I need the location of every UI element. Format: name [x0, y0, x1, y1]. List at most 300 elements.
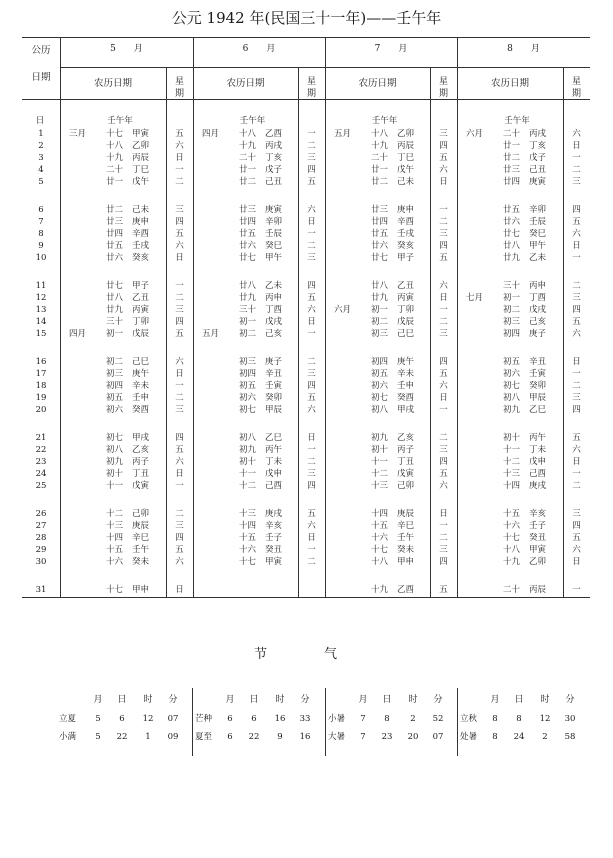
lunar-day: 廿四 — [238, 217, 256, 227]
ganzhi: 癸丑 — [529, 533, 547, 543]
weekday: 六 — [439, 381, 448, 391]
day-number: 22 — [35, 445, 47, 455]
lunar-day: 十四 — [502, 481, 520, 491]
weekday: 四 — [175, 217, 184, 227]
jieqi-day: 24 — [513, 732, 525, 742]
lunar-month-label: 六月 — [334, 305, 352, 315]
lunar-day: 廿四 — [370, 217, 388, 227]
lunar-day: 十八 — [370, 129, 388, 139]
weekday: 一 — [572, 153, 581, 163]
lunar-month-label: 七月 — [466, 293, 484, 303]
lunar-day: 廿七 — [238, 253, 256, 263]
lunar-day: 十八 — [238, 129, 256, 139]
ganzhi: 戊辰 — [397, 317, 415, 327]
weekday: 五 — [439, 153, 448, 163]
weekday: 三 — [439, 129, 448, 139]
header-lunar-date: 农历日期 — [490, 78, 529, 89]
jieqi-name: 处暑 — [460, 732, 478, 742]
day-number: 17 — [35, 369, 47, 379]
lunar-day: 廿六 — [370, 241, 388, 251]
ganzhi: 庚子 — [529, 329, 547, 339]
jieqi-minute: 16 — [299, 732, 311, 742]
ganzhi: 庚午 — [397, 357, 415, 367]
lunar-day: 十一 — [105, 481, 123, 491]
lunar-day: 十六 — [370, 533, 388, 543]
jieqi-minute: 07 — [167, 714, 179, 724]
lunar-month-label: 五月 — [334, 129, 352, 139]
weekday: 日 — [175, 369, 184, 379]
weekday: 六 — [175, 557, 184, 567]
lunar-day: 十三 — [105, 521, 123, 531]
lunar-day: 十九 — [370, 585, 388, 595]
weekday: 五 — [572, 533, 581, 543]
lunar-year-label: 壬午年 — [239, 116, 266, 126]
weekday: 二 — [175, 393, 184, 403]
weekday: 日 — [307, 317, 316, 327]
jieqi-col-header: 时 — [540, 695, 550, 705]
lunar-day: 初二 — [238, 329, 256, 339]
weekday: 三 — [175, 205, 184, 215]
weekday: 三 — [439, 545, 448, 555]
ganzhi: 己卯 — [397, 481, 415, 491]
jieqi-name: 大暑 — [328, 732, 346, 742]
weekday: 三 — [307, 469, 316, 479]
lunar-day: 廿一 — [370, 165, 388, 175]
lunar-day: 初四 — [502, 329, 520, 339]
jieqi-day: 6 — [251, 714, 257, 724]
ganzhi: 乙卯 — [132, 141, 150, 151]
ganzhi: 癸酉 — [132, 405, 150, 415]
weekday: 三 — [307, 253, 316, 263]
lunar-day: 初十 — [370, 445, 388, 455]
day-number: 2 — [38, 141, 44, 151]
jieqi-name: 立夏 — [59, 714, 77, 724]
ganzhi: 辛酉 — [132, 229, 150, 239]
jieqi-col-header: 月 — [225, 695, 235, 705]
ganzhi: 壬午 — [397, 533, 415, 543]
weekday: 一 — [439, 521, 448, 531]
lunar-day: 十五 — [238, 533, 256, 543]
weekday: 一 — [307, 329, 316, 339]
weekday: 日 — [572, 457, 581, 467]
day-number: 10 — [35, 253, 47, 263]
lunar-day: 初五 — [238, 381, 256, 391]
jieqi-hour: 16 — [274, 714, 286, 724]
day-number: 20 — [35, 405, 47, 415]
jieqi-month: 7 — [360, 714, 366, 724]
lunar-year-label: 壬午年 — [107, 116, 133, 126]
weekday: 四 — [175, 533, 184, 543]
weekday: 二 — [307, 357, 316, 367]
ganzhi: 己丑 — [529, 165, 547, 175]
lunar-month-label: 三月 — [69, 129, 87, 139]
ganzhi: 乙未 — [529, 253, 547, 263]
ganzhi: 丁亥 — [529, 141, 547, 151]
ganzhi: 甲申 — [132, 585, 150, 595]
header-month: 7 月 — [374, 44, 408, 54]
day-number: 23 — [35, 457, 47, 467]
ganzhi: 辛巳 — [132, 533, 150, 543]
ganzhi: 戊戌 — [529, 305, 547, 315]
weekday: 六 — [572, 229, 581, 239]
ganzhi: 甲辰 — [265, 405, 283, 415]
lunar-day: 初三 — [105, 369, 123, 379]
header-lunar-date: 农历日期 — [93, 78, 132, 89]
lunar-day: 初十 — [105, 469, 123, 479]
lunar-day: 十九 — [105, 153, 123, 163]
ganzhi: 辛亥 — [529, 509, 547, 519]
lunar-day: 廿二 — [502, 153, 520, 163]
lunar-day: 初八 — [502, 393, 520, 403]
ganzhi: 乙酉 — [265, 129, 283, 139]
ganzhi: 己未 — [397, 177, 415, 187]
ganzhi: 庚戌 — [529, 481, 547, 491]
weekday: 六 — [175, 457, 184, 467]
lunar-day: 十二 — [105, 509, 123, 519]
ganzhi: 庚戌 — [265, 509, 283, 519]
ganzhi: 乙未 — [265, 281, 283, 291]
weekday: 三 — [572, 393, 581, 403]
ganzhi: 丙午 — [265, 445, 283, 455]
lunar-day: 廿五 — [238, 229, 256, 239]
lunar-day: 初三 — [370, 329, 388, 339]
jieqi-day: 6 — [119, 714, 125, 724]
ganzhi: 癸巳 — [265, 241, 283, 251]
weekday: 三 — [307, 369, 316, 379]
lunar-day: 二十 — [502, 585, 520, 595]
jieqi-month: 5 — [95, 732, 101, 742]
ganzhi: 庚辰 — [132, 521, 150, 531]
weekday: 六 — [572, 545, 581, 555]
header-lunar-date: 农历日期 — [358, 78, 397, 89]
weekday: 一 — [175, 381, 184, 391]
weekday: 四 — [572, 305, 581, 315]
weekday: 二 — [307, 557, 316, 567]
ganzhi: 丁酉 — [265, 305, 283, 315]
lunar-day: 初五 — [105, 393, 123, 403]
weekday: 日 — [439, 509, 448, 519]
ganzhi: 丙子 — [132, 457, 150, 467]
jieqi-hour: 12 — [539, 714, 551, 724]
day-number: 12 — [35, 293, 47, 303]
lunar-day: 十九 — [238, 141, 256, 151]
lunar-day: 廿九 — [105, 305, 123, 315]
lunar-day: 廿五 — [105, 241, 123, 251]
weekday: 日 — [572, 557, 581, 567]
lunar-day: 廿八 — [105, 293, 123, 303]
weekday: 四 — [572, 521, 581, 531]
ganzhi: 丁酉 — [529, 293, 547, 303]
ganzhi: 丙子 — [397, 445, 415, 455]
lunar-day: 廿一 — [238, 165, 256, 175]
lunar-day: 初九 — [238, 445, 256, 455]
ganzhi: 甲寅 — [265, 557, 283, 567]
ganzhi: 乙巳 — [265, 433, 283, 443]
lunar-day: 十二 — [370, 469, 388, 479]
lunar-day: 初三 — [502, 317, 520, 327]
jieqi-col-header: 时 — [408, 695, 418, 705]
weekday: 三 — [175, 405, 184, 415]
weekday: 四 — [175, 317, 184, 327]
weekday: 六 — [175, 141, 184, 151]
jieqi-day: 23 — [381, 732, 393, 742]
ganzhi: 辛酉 — [397, 217, 415, 227]
jieqi-title: 节 气 — [253, 647, 359, 662]
lunar-day: 十四 — [238, 521, 256, 531]
ganzhi: 甲戌 — [132, 433, 150, 443]
lunar-day: 十三 — [238, 509, 256, 519]
ganzhi: 乙卯 — [529, 557, 547, 567]
lunar-day: 廿八 — [238, 281, 256, 291]
day-number: 7 — [38, 217, 44, 227]
weekday: 三 — [572, 177, 581, 187]
day-number: 5 — [38, 177, 44, 187]
lunar-day: 廿七 — [502, 229, 520, 239]
lunar-day: 廿三 — [502, 165, 520, 175]
ganzhi: 庚寅 — [529, 177, 547, 187]
ganzhi: 乙丑 — [397, 281, 415, 291]
lunar-month-label: 六月 — [466, 129, 484, 139]
jieqi-col-header: 分 — [168, 695, 178, 705]
jieqi-name: 小满 — [59, 732, 77, 742]
ganzhi: 丙寅 — [132, 305, 150, 315]
ganzhi: 丙戌 — [265, 141, 283, 151]
ganzhi: 丁卯 — [397, 305, 415, 315]
lunar-day: 廿七 — [105, 281, 123, 291]
ganzhi: 辛亥 — [265, 521, 283, 531]
ganzhi: 辛卯 — [265, 217, 283, 227]
lunar-day: 初二 — [370, 317, 388, 327]
weekday: 五 — [175, 229, 184, 239]
lunar-day: 初二 — [502, 305, 520, 315]
weekday: 四 — [572, 205, 581, 215]
weekday: 四 — [307, 165, 316, 175]
weekday: 三 — [572, 293, 581, 303]
header-month: 6 月 — [242, 44, 276, 54]
lunar-day: 廿二 — [105, 205, 123, 215]
weekday: 五 — [307, 393, 316, 403]
weekday: 六 — [572, 445, 581, 455]
lunar-day: 二十 — [502, 129, 520, 139]
weekday: 三 — [439, 229, 448, 239]
weekday: 一 — [175, 165, 184, 175]
lunar-day: 廿五 — [370, 229, 388, 239]
jieqi-name: 立秋 — [460, 714, 478, 724]
weekday: 日 — [572, 357, 581, 367]
day-number: 28 — [35, 533, 47, 543]
jieqi-minute: 30 — [564, 714, 576, 724]
day-number: 6 — [38, 205, 44, 215]
lunar-day: 初八 — [370, 405, 388, 415]
weekday: 二 — [572, 481, 581, 491]
lunar-day: 十二 — [238, 481, 256, 491]
ganzhi: 辛丑 — [265, 369, 283, 379]
weekday: 日 — [175, 585, 184, 595]
lunar-day: 初三 — [238, 357, 256, 367]
jieqi-month: 8 — [492, 714, 498, 724]
weekday: 二 — [175, 293, 184, 303]
jieqi-name: 小暑 — [328, 714, 346, 724]
ganzhi: 己未 — [132, 205, 150, 215]
weekday: 三 — [307, 153, 316, 163]
ganzhi: 丁亥 — [265, 153, 283, 163]
weekday: 一 — [307, 445, 316, 455]
lunar-day: 初八 — [238, 433, 256, 443]
weekday: 六 — [572, 129, 581, 139]
jieqi-month: 6 — [227, 714, 233, 724]
weekday: 五 — [439, 469, 448, 479]
lunar-day: 廿五 — [502, 205, 520, 215]
weekday: 二 — [572, 281, 581, 291]
lunar-day: 初九 — [105, 457, 123, 467]
lunar-day: 二十 — [370, 153, 388, 163]
ganzhi: 庚子 — [265, 357, 283, 367]
lunar-day: 廿二 — [238, 177, 256, 187]
ganzhi: 戊辰 — [132, 329, 150, 339]
weekday: 二 — [439, 317, 448, 327]
lunar-day: 十七 — [238, 557, 256, 567]
lunar-day: 初六 — [502, 369, 520, 379]
lunar-day: 初一 — [370, 305, 388, 315]
jieqi-col-header: 日 — [249, 695, 259, 705]
lunar-day: 初七 — [370, 393, 388, 403]
lunar-day: 廿一 — [502, 141, 520, 151]
lunar-day: 十五 — [502, 509, 520, 519]
weekday: 五 — [175, 129, 184, 139]
weekday: 一 — [175, 281, 184, 291]
header-month: 8 月 — [507, 44, 540, 54]
lunar-day: 初一 — [105, 329, 123, 339]
jieqi-col-header: 分 — [433, 695, 443, 705]
lunar-day: 廿九 — [238, 293, 256, 303]
ganzhi: 戊申 — [265, 469, 283, 479]
ganzhi: 甲子 — [397, 253, 415, 263]
lunar-day: 廿四 — [105, 229, 123, 239]
lunar-day: 十八 — [105, 141, 123, 151]
day-number: 1 — [38, 129, 44, 139]
header-lunar-date: 农历日期 — [226, 78, 265, 89]
day-number: 19 — [35, 393, 47, 403]
ganzhi: 丁巳 — [397, 153, 415, 163]
jieqi-col-header: 分 — [565, 695, 575, 705]
weekday: 四 — [439, 557, 448, 567]
ganzhi: 壬辰 — [529, 217, 547, 227]
ganzhi: 壬寅 — [529, 369, 547, 379]
day-number: 13 — [35, 305, 47, 315]
weekday: 四 — [307, 481, 316, 491]
ganzhi: 丙辰 — [397, 141, 415, 151]
ganzhi: 癸未 — [397, 545, 415, 555]
ganzhi: 戊寅 — [132, 481, 150, 491]
ganzhi: 丁未 — [529, 445, 547, 455]
weekday: 四 — [439, 457, 448, 467]
lunar-day: 十九 — [502, 557, 520, 567]
ganzhi: 己巳 — [132, 357, 150, 367]
jieqi-hour: 12 — [142, 714, 154, 724]
weekday: 一 — [572, 369, 581, 379]
day-number: 27 — [35, 521, 47, 531]
weekday: 一 — [572, 253, 581, 263]
weekday: 五 — [307, 177, 316, 187]
ganzhi: 癸卯 — [265, 393, 283, 403]
header-riqi: 日期 — [31, 72, 51, 83]
lunar-day: 十五 — [105, 545, 123, 555]
weekday: 五 — [572, 433, 581, 443]
jieqi-minute: 09 — [167, 732, 179, 742]
lunar-day: 十三 — [502, 469, 520, 479]
lunar-day: 初一 — [502, 293, 520, 303]
ganzhi: 戊戌 — [265, 317, 283, 327]
day-number: 4 — [38, 165, 44, 175]
jieqi-col-header: 分 — [300, 695, 310, 705]
ganzhi: 庚辰 — [397, 509, 415, 519]
jieqi-day: 22 — [248, 732, 260, 742]
weekday: 六 — [439, 281, 448, 291]
ganzhi: 戊午 — [132, 177, 150, 187]
weekday: 日 — [307, 433, 316, 443]
lunar-day: 十六 — [238, 545, 256, 555]
day-number: 26 — [35, 509, 47, 519]
jieqi-hour: 2 — [542, 732, 548, 742]
jieqi-col-header: 月 — [358, 695, 368, 705]
ganzhi: 乙亥 — [132, 445, 150, 455]
lunar-day: 十四 — [105, 533, 123, 543]
ganzhi: 丙午 — [529, 433, 547, 443]
day-number: 15 — [35, 329, 47, 339]
ganzhi: 丁巳 — [132, 165, 150, 175]
jieqi-minute: 58 — [564, 732, 576, 742]
ganzhi: 己亥 — [529, 317, 547, 327]
ganzhi: 甲辰 — [529, 393, 547, 403]
ganzhi: 癸酉 — [397, 393, 415, 403]
weekday: 五 — [439, 253, 448, 263]
jieqi-name: 芒种 — [195, 714, 213, 724]
weekday: 四 — [307, 281, 316, 291]
lunar-day: 十一 — [238, 469, 256, 479]
weekday: 二 — [572, 381, 581, 391]
day-number: 11 — [35, 281, 47, 291]
lunar-day: 初二 — [105, 357, 123, 367]
ganzhi: 己巳 — [397, 329, 415, 339]
lunar-day: 十四 — [370, 509, 388, 519]
weekday: 三 — [439, 329, 448, 339]
ganzhi: 癸未 — [132, 557, 150, 567]
ganzhi: 壬午 — [132, 545, 150, 555]
lunar-day: 二十 — [105, 165, 123, 175]
day-number: 3 — [38, 153, 44, 163]
lunar-day: 十五 — [370, 521, 388, 531]
jieqi-day: 8 — [384, 714, 390, 724]
ganzhi: 甲戌 — [397, 405, 415, 415]
weekday: 日 — [439, 393, 448, 403]
weekday: 三 — [572, 509, 581, 519]
ganzhi: 戊子 — [265, 165, 283, 175]
lunar-day: 十七 — [502, 533, 520, 543]
weekday: 五 — [572, 217, 581, 227]
jieqi-hour: 1 — [145, 732, 151, 742]
lunar-day: 初五 — [502, 357, 520, 367]
weekday: 二 — [307, 141, 316, 151]
lunar-day: 廿九 — [502, 253, 520, 263]
weekday: 三 — [439, 445, 448, 455]
day-label: 日 — [35, 116, 45, 126]
ganzhi: 己丑 — [265, 177, 283, 187]
ganzhi: 甲申 — [397, 557, 415, 567]
jieqi-col-header: 月 — [93, 695, 103, 705]
ganzhi: 庚申 — [397, 205, 415, 215]
day-number: 25 — [35, 481, 47, 491]
lunar-day: 廿二 — [370, 177, 388, 187]
